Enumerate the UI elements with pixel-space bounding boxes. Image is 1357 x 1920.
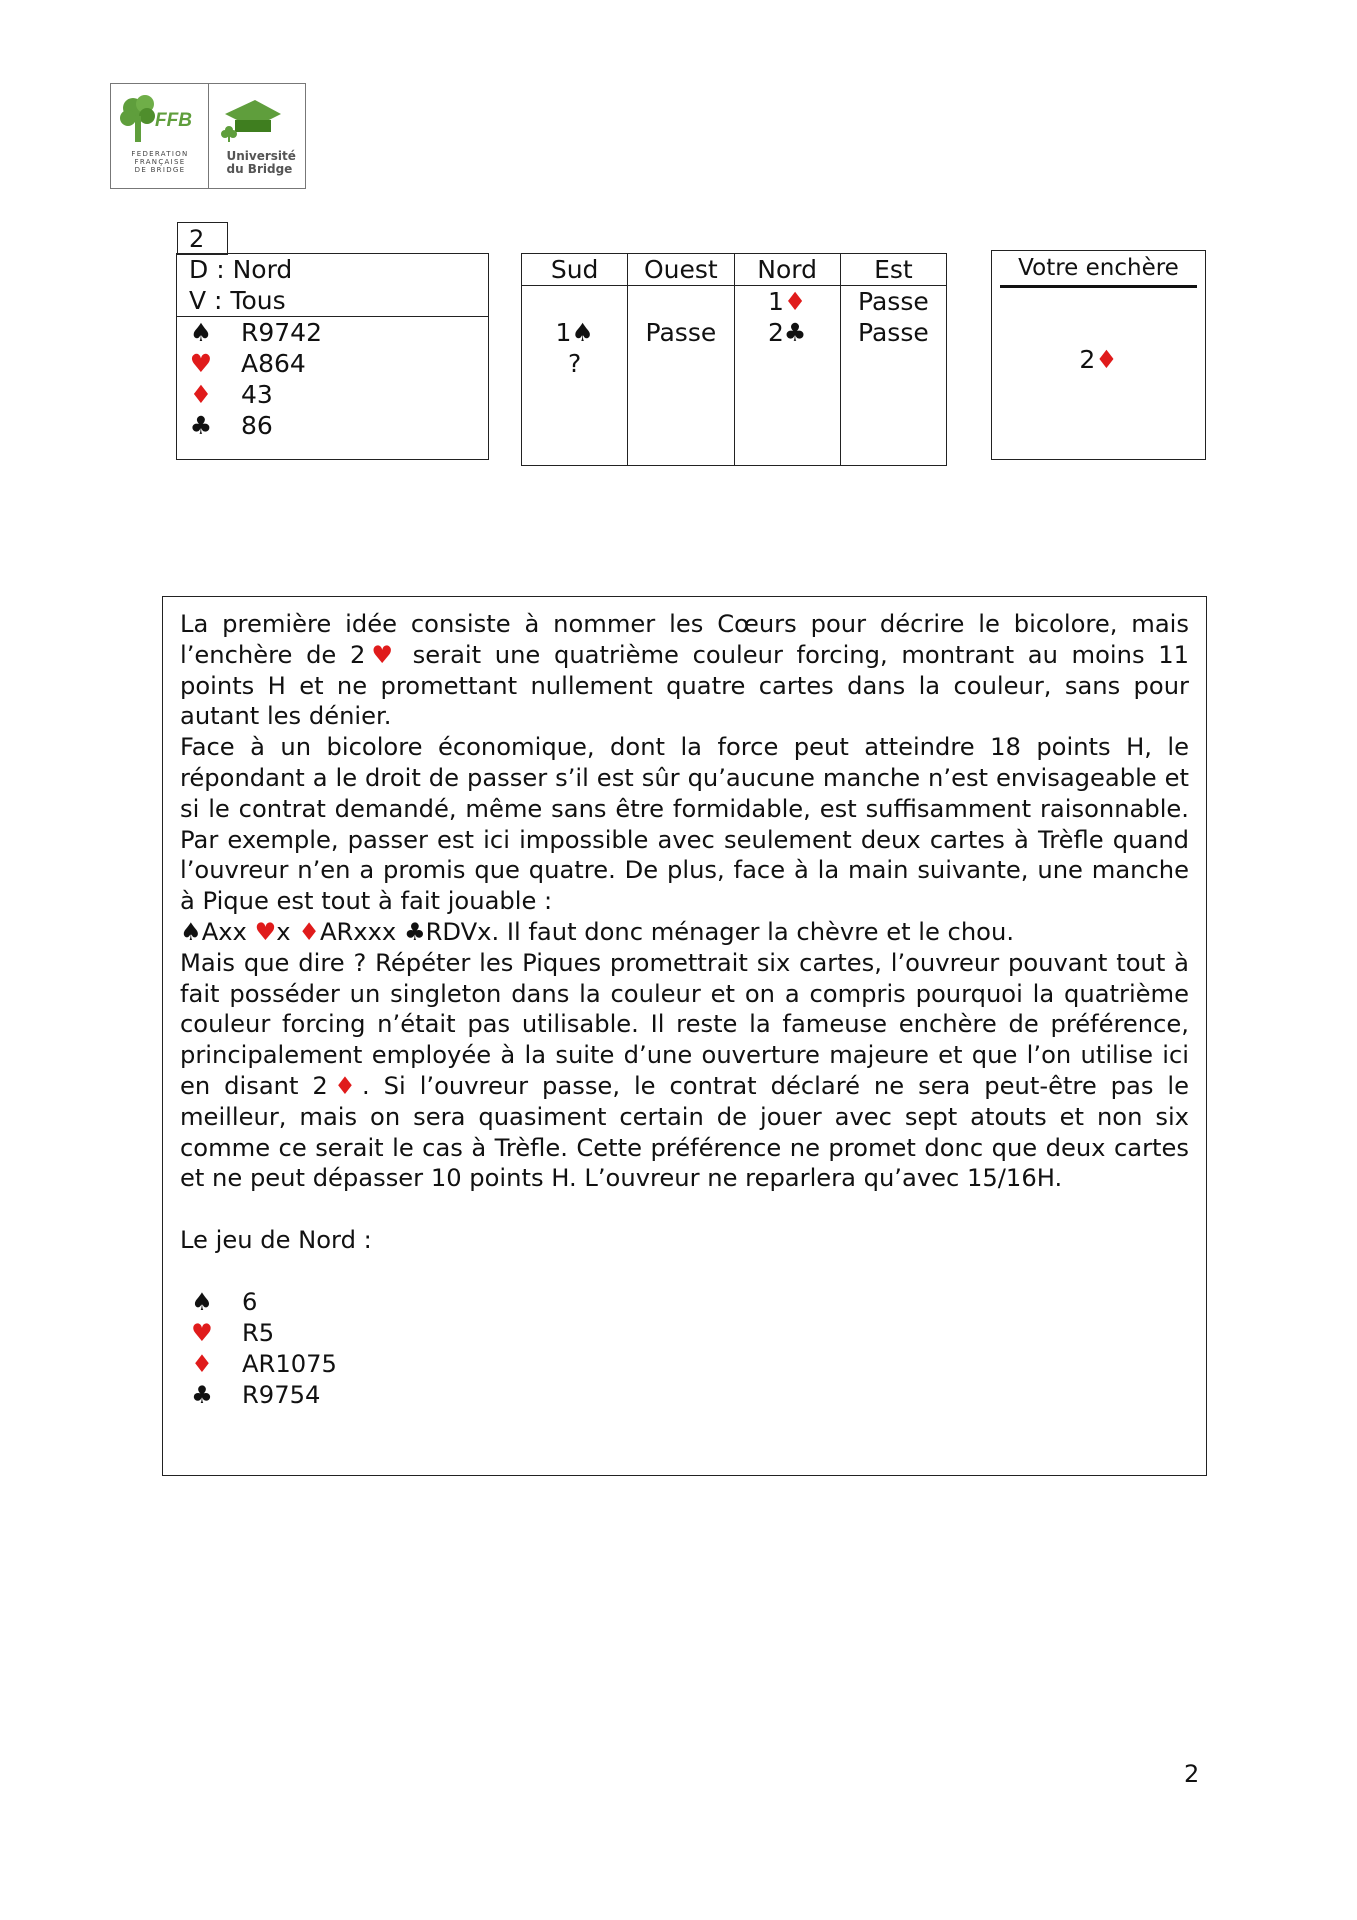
diamond-icon: ♦ [327,1071,363,1100]
paragraph: Face à un bicolore économique, dont la force peut atteindre 18 points H, le répondant a le droit de passer s’il est sûr qu’aucune manche n’est envisageable et si le contrat demandé, même sans être formidable, est suffisamment raisonnable. Par exemple, passer est ici impossible avec seulement deux cartes à Trèfle quand l’ouvreur n’en a promis que quatre. De plus, face à la main suivante, une manche à Pique est tout à fait jouable : [180,733,1189,916]
hand-cards: A864 [241,349,306,378]
ffb-subtitle-line: DE BRIDGE [134,166,186,174]
ffb-logo [110,83,306,189]
answer-box [991,250,1206,460]
bid-column-est [841,254,946,465]
university-logo [209,84,306,188]
bid-cell [841,348,946,379]
bid-cell: ? [567,349,582,378]
spacer [180,1256,1189,1287]
bid-cell [522,286,627,317]
text: . Si l’ouvreur passe, le contrat déclaré ne sera peut-être pas le meilleur, mais on sera quasiment certain de jouer avec sept atouts et non six comme ce serait le cas à Trèfle. Cette préférence ne promet donc que deux cartes et ne peut dépasser 10 points H. L’ouvreur ne reparlera qu’avec 15/16H. [180,1071,1189,1193]
hand-row [180,1349,1189,1380]
spacer [180,1194,1189,1225]
hand-row [180,1380,1189,1411]
bid-header: Sud [522,254,627,286]
ffb-logo-left [111,84,209,188]
hand-row [177,410,488,441]
text: Mais que dire ? Répéter les Piques promettrait six cartes, l’ouvreur pouvant tout à fait posséder un singleton dans la couleur et on a compris pourquoi la quatrième couleur forcing n’était pas utilisable. Il reste la fameuse enchère de préférence, principalement employée à la suite d’une ouverture majeure et que l’on utilise ici en disant 2 [180,948,1189,1100]
bid-header: Est [841,254,946,286]
bid-header: Ouest [628,254,733,286]
hand-row [180,1318,1189,1349]
text: x [276,917,299,946]
diamond-icon: ♦ [783,287,807,316]
answer-level: 2 [1079,345,1096,374]
south-hand [177,317,488,441]
bid-cell: 1♦ [767,287,807,316]
bid-cell: 2♣ [767,318,807,347]
hand-cards: 43 [241,380,273,409]
bid-cell: 1♠ [555,318,594,347]
hand-cards: AR1075 [242,1349,337,1378]
deal-number: 2 [177,222,228,255]
heart-icon: ♥ [191,1318,213,1347]
club-icon: ♣ [403,917,426,946]
bid-column-nord [735,254,841,465]
club-icon: ♣ [191,1380,213,1409]
bid-column-ouest [628,254,734,465]
spade-icon: ♠ [180,917,202,946]
university-line: Université [226,149,296,163]
club-icon: ♣ [189,411,213,440]
diamond-icon: ♦ [189,380,213,409]
bid-cell: Passe [645,318,717,347]
vulnerability: V : Tous [189,286,286,315]
text: RDVx. Il faut donc ménager la chèvre et le chou. [425,917,1015,946]
ffb-wordmark: FFB [155,110,192,131]
bid-cell: Passe [858,318,929,347]
south-hand-box [176,253,489,460]
hand-cards: 86 [241,411,273,440]
text: La première idée consiste à nommer les Cœurs pour décrire le bicolore, mais l’enchère de 2 [180,610,1189,669]
answer-bid [992,345,1205,374]
answer-title: Votre enchère [1018,255,1179,281]
answer-divider [1000,285,1197,288]
spade-icon: ♠ [189,318,213,347]
bid-cell [628,348,733,379]
university-text [227,150,296,176]
heart-icon: ♥ [189,349,213,378]
diamond-icon: ♦ [1095,345,1118,374]
diamond-icon: ♦ [191,1349,213,1378]
nord-hand-title: Le jeu de Nord : [180,1226,372,1255]
dealer: D : Nord [189,255,293,284]
ffb-subtitle [121,150,199,174]
hand-cards: R9754 [242,1380,321,1409]
ffb-subtitle-line: FEDERATION [131,150,189,158]
commentary-box [162,596,1207,1476]
text: ARxxx [319,917,404,946]
bid-column-sud [522,254,628,465]
paragraph [180,917,1189,948]
page-number: 2 [1184,1760,1200,1788]
hand-cards: R9742 [241,318,322,347]
graduation-cap-icon [219,94,283,144]
university-line: du Bridge [226,162,293,176]
heart-icon: ♥ [254,917,277,946]
hand-row [180,1287,1189,1318]
hand-row [177,379,488,410]
ffb-subtitle-line: FRANÇAISE [134,158,186,166]
bid-cell [735,348,840,379]
bid-cell [628,286,733,317]
hand-cards: 6 [242,1287,258,1316]
text: Axx [201,917,255,946]
hand-row [177,317,488,348]
text: serait une quatrième couleur forcing, montrant au moins 11 points H et ne promettant nullement quatre cartes dans la couleur, sans pour autant les dénier. [180,640,1189,731]
deal-header [177,254,488,317]
heart-icon: ♥ [365,640,399,669]
paragraph [180,948,1189,1194]
bid-cell: Passe [858,287,929,316]
hand-row [177,348,488,379]
hand-cards: R5 [242,1318,275,1347]
nord-hand [180,1287,1189,1411]
diamond-icon: ♦ [298,917,320,946]
bidding-table [521,253,947,466]
bid-header: Nord [735,254,840,286]
paragraph [180,609,1189,732]
spade-icon: ♠ [191,1287,213,1316]
